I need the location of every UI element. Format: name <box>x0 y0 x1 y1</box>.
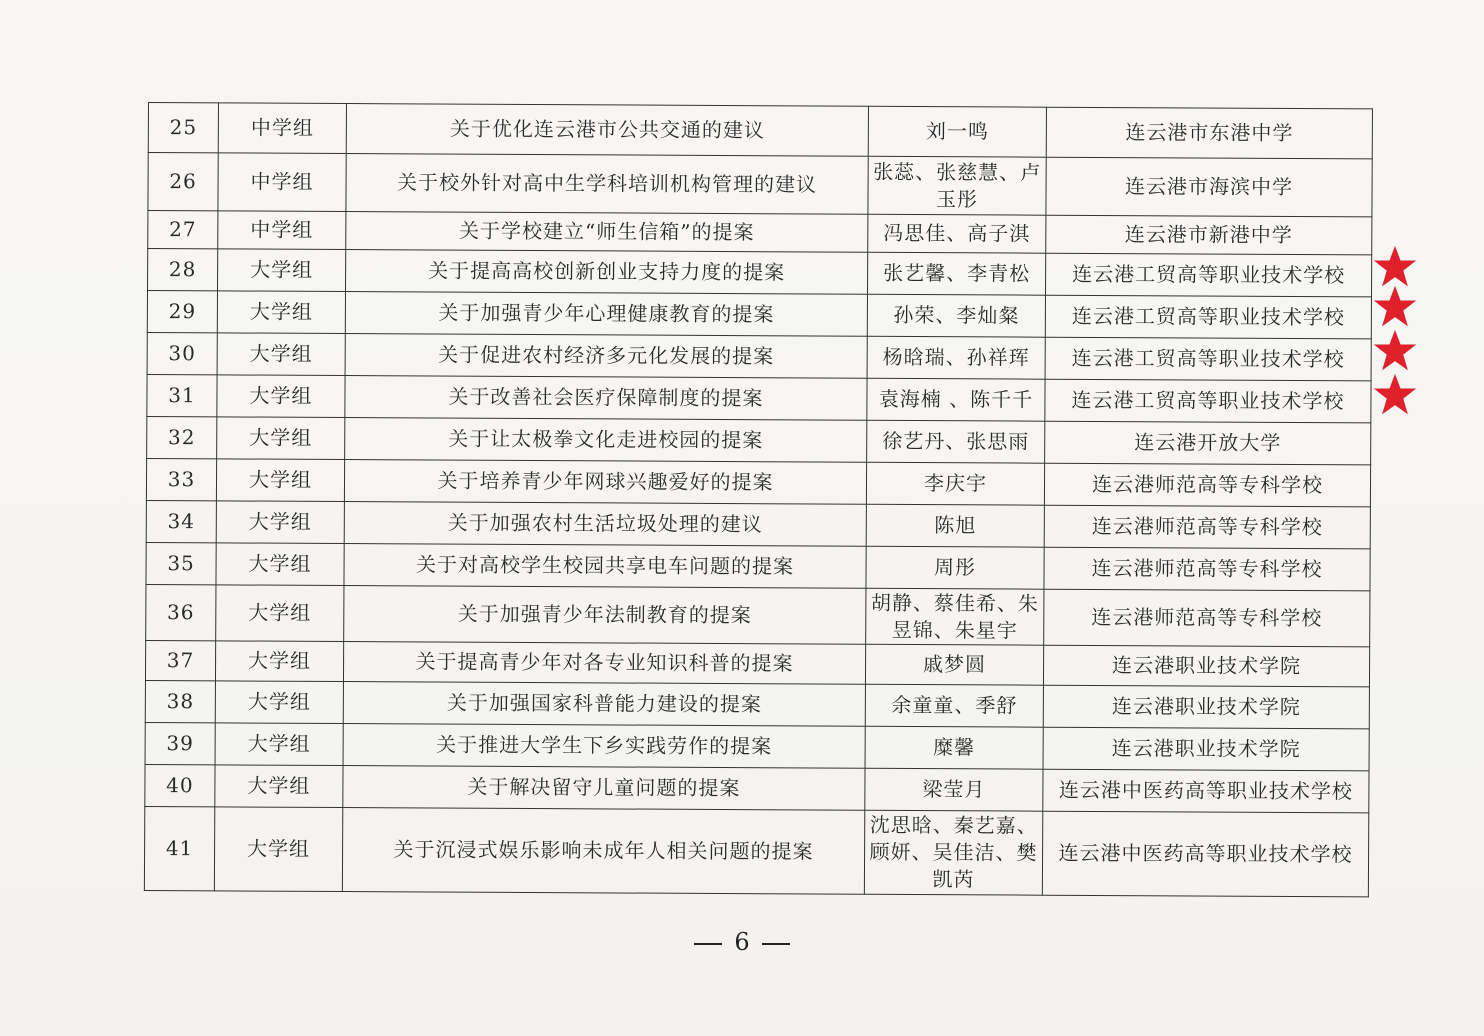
table-row <box>145 680 1369 728</box>
author-names: 周彤 <box>866 546 1044 589</box>
group-cell: 大学组 <box>215 765 343 808</box>
author-names: 戚梦圆 <box>865 644 1043 685</box>
row-number: 35 <box>146 542 216 584</box>
proposal-title: 关于加强农村生活垃圾处理的建议 <box>344 502 866 547</box>
author-names: 胡静、蔡佳希、朱昱锦、朱星宇 <box>866 588 1044 645</box>
group-cell: 大学组 <box>215 681 343 724</box>
school-name: 连云港师范高等专科学校 <box>1044 463 1370 507</box>
table-row <box>147 291 1371 339</box>
row-number: 32 <box>147 416 217 458</box>
row-number: 38 <box>145 680 215 722</box>
row-number: 27 <box>148 211 218 249</box>
school-name: 连云港工贸高等职业技术学校 <box>1046 253 1372 297</box>
star-icon <box>1372 284 1418 330</box>
school-name: 连云港市新港中学 <box>1046 215 1372 255</box>
school-name: 连云港师范高等专科学校 <box>1044 589 1370 647</box>
author-names: 糜馨 <box>865 726 1043 769</box>
group-cell: 大学组 <box>217 291 345 334</box>
group-cell: 大学组 <box>215 641 343 682</box>
table-row <box>147 332 1371 380</box>
proposal-title: 关于提高青少年对各专业知识科普的提案 <box>343 642 865 685</box>
table-row <box>145 764 1369 812</box>
proposal-title: 关于加强国家科普能力建设的提案 <box>343 682 865 727</box>
page-footer <box>0 928 1484 956</box>
row-number: 25 <box>148 103 218 153</box>
table-row <box>148 153 1372 217</box>
row-number: 36 <box>146 584 216 640</box>
row-number: 33 <box>146 458 216 500</box>
proposal-title: 关于对高校学生校园共享电车问题的提案 <box>344 544 866 589</box>
group-cell: 大学组 <box>217 417 345 460</box>
table-row <box>146 542 1370 590</box>
table-row <box>148 103 1372 159</box>
school-name: 连云港开放大学 <box>1045 421 1371 465</box>
row-number: 30 <box>147 332 217 374</box>
group-cell: 大学组 <box>217 375 345 418</box>
school-name: 连云港工贸高等职业技术学校 <box>1045 379 1371 423</box>
row-number: 37 <box>145 640 215 680</box>
table-row <box>146 458 1370 506</box>
row-number: 40 <box>145 764 215 806</box>
proposal-title: 关于校外针对高中生学科培训机构管理的建议 <box>346 154 868 215</box>
group-cell: 大学组 <box>216 543 344 586</box>
proposal-title: 关于推进大学生下乡实践劳作的提案 <box>343 724 865 769</box>
group-cell: 大学组 <box>218 249 346 292</box>
page-number: 6 <box>734 928 750 956</box>
author-names: 梁莹月 <box>865 768 1043 811</box>
author-names: 袁海楠 、陈千千 <box>867 378 1045 421</box>
author-names: 张蕊、张慈慧、卢玉彤 <box>868 156 1046 215</box>
author-names: 徐艺丹、张思雨 <box>867 420 1045 463</box>
group-cell: 大学组 <box>216 501 344 544</box>
group-cell: 中学组 <box>218 103 346 154</box>
table-row <box>148 211 1372 255</box>
school-name: 连云港师范高等专科学校 <box>1044 547 1370 591</box>
row-number: 28 <box>148 249 218 291</box>
star-markers <box>1372 244 1422 420</box>
author-names: 余童童、季舒 <box>865 684 1043 727</box>
author-names: 孙荣、李灿粲 <box>867 294 1045 337</box>
author-names: 杨晗瑞、孙祥珲 <box>867 336 1045 379</box>
group-cell: 大学组 <box>214 807 342 892</box>
proposal-title: 关于加强青少年心理健康教育的提案 <box>345 292 867 337</box>
author-names: 沈思晗、秦艺嘉、顾妍、吴佳洁、樊凯芮 <box>864 810 1042 895</box>
group-cell: 大学组 <box>217 333 345 376</box>
group-cell: 大学组 <box>216 459 344 502</box>
table-row <box>145 722 1369 770</box>
group-cell: 中学组 <box>218 153 346 212</box>
proposal-title: 关于加强青少年法制教育的提案 <box>344 586 866 645</box>
proposal-title: 关于促进农村经济多元化发展的提案 <box>345 334 867 379</box>
author-names: 陈旭 <box>866 504 1044 547</box>
school-name: 连云港工贸高等职业技术学校 <box>1045 337 1371 381</box>
school-name: 连云港工贸高等职业技术学校 <box>1045 295 1371 339</box>
row-number: 29 <box>147 291 217 333</box>
school-name: 连云港中医药高等职业技术学校 <box>1042 811 1368 897</box>
star-icon <box>1372 372 1418 418</box>
row-number: 39 <box>145 722 215 764</box>
table-row <box>147 416 1371 464</box>
table-row <box>148 249 1372 297</box>
group-cell: 大学组 <box>216 585 344 642</box>
star-icon <box>1372 328 1418 374</box>
author-names: 李庆宇 <box>866 462 1044 505</box>
proposal-title: 关于培养青少年网球兴趣爱好的提案 <box>344 460 866 505</box>
school-name: 连云港职业技术学院 <box>1043 645 1369 687</box>
proposal-table <box>144 102 1373 897</box>
school-name: 连云港中医药高等职业技术学校 <box>1043 769 1369 813</box>
group-cell: 中学组 <box>218 211 346 250</box>
proposal-title: 关于沉浸式娱乐影响未成年人相关问题的提案 <box>342 808 864 895</box>
table-row <box>146 584 1370 646</box>
table-row <box>144 806 1368 896</box>
table-row <box>145 640 1369 686</box>
row-number: 34 <box>146 500 216 542</box>
row-number: 41 <box>144 806 214 890</box>
school-name: 连云港市东港中学 <box>1046 107 1372 159</box>
proposal-title: 关于优化连云港市公共交通的建议 <box>346 104 868 157</box>
school-name: 连云港职业技术学院 <box>1043 685 1369 729</box>
proposal-title: 关于学校建立“师生信箱”的提案 <box>346 212 868 253</box>
proposal-title: 关于解决留守儿童问题的提案 <box>343 766 865 811</box>
row-number: 31 <box>147 374 217 416</box>
author-names: 冯思佳、高子淇 <box>868 214 1046 253</box>
proposal-title: 关于改善社会医疗保障制度的提案 <box>345 376 867 421</box>
row-number: 26 <box>148 153 218 211</box>
table-row <box>146 500 1370 548</box>
school-name: 连云港职业技术学院 <box>1043 727 1369 771</box>
group-cell: 大学组 <box>215 723 343 766</box>
author-names: 刘一鸣 <box>868 106 1046 157</box>
table-row <box>147 374 1371 422</box>
school-name: 连云港市海滨中学 <box>1046 157 1372 217</box>
school-name: 连云港师范高等专科学校 <box>1044 505 1370 549</box>
proposal-title: 关于让太极拳文化走进校园的提案 <box>345 418 867 463</box>
author-names: 张艺馨、李青松 <box>868 252 1046 295</box>
proposal-title: 关于提高高校创新创业支持力度的提案 <box>346 250 868 295</box>
